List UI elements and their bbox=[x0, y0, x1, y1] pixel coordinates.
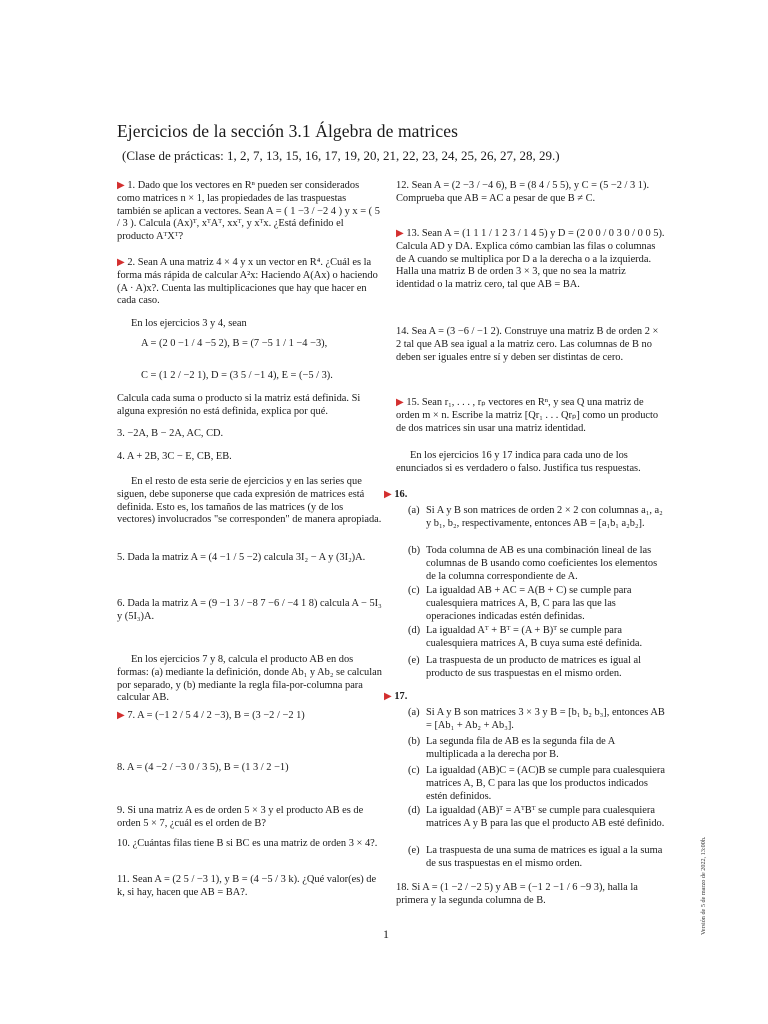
marker-icon: ▶ bbox=[396, 397, 404, 408]
exercise-10: 10. ¿Cuántas filas tiene B si BC es una matriz de orden 3 × 4?. bbox=[117, 838, 378, 849]
exercise-15-text: 15. Sean r₁, . . . , rₚ vectores en Rⁿ, y sea Q una matriz de orden m × n. Escribe la matriz [Qr₁ . . . Qrₚ] como un producto de dos matrices sin usar una matriz identidad. bbox=[396, 397, 659, 434]
item-text: La igualdad (AB)C = (AC)B se cumple para cualesquiera matrices A, B, C para las que los productos indicados estén definidos. bbox=[426, 765, 665, 802]
exercise-16-head bbox=[384, 489, 666, 502]
marker-icon: ▶ bbox=[117, 710, 125, 721]
item-text: La igualdad (AB)ᵀ = AᵀBᵀ se cumple para cualesquiera matrices A y B para las que el producto AB esté definido. bbox=[426, 805, 665, 829]
exercise-3: 3. −2A, B − 2A, AC, CD. bbox=[117, 428, 224, 439]
exercise-14: 14. Sea A = (3 −6 / −1 2). Construye una matriz B de orden 2 × 2 tal que AB sea igual a la matriz cero. Las columnas de B no deben ser iguales entre sí y deben ser distintas de cero. bbox=[396, 326, 659, 363]
exercise-17c bbox=[408, 765, 666, 803]
item-text: Toda columna de AB es una combinación lineal de las columnas de B usando como coeficientes los elementos de la columna correspondiente de A. bbox=[426, 545, 658, 582]
item-label: (a) bbox=[408, 707, 420, 718]
exercise-2-text: 2. Sean A una matriz 4 × 4 y x un vector en R⁴. ¿Cuál es la forma más rápida de calcular A²x: Haciendo A(Ax) o haciendo (A · A)x?. Cuenta las multiplicaciones que hay que hacer en cada caso. bbox=[117, 257, 378, 307]
intro-16-17: En los ejercicios 16 y 17 indica para cada uno de los enunciados si es verdadero o falso. Justifica tus respuestas. bbox=[396, 450, 641, 474]
exercise-16e bbox=[408, 655, 666, 681]
exercise-5: 5. Dada la matriz A = (4 −1 / 5 −2) calcula 3I₂ − A y (3I₂)A. bbox=[117, 552, 366, 563]
marker-icon: ▶ bbox=[384, 489, 392, 500]
item-text: Si A y B son matrices 3 × 3 y B = [b₁ b₂ b₃], entonces AB = [Ab₁ + Ab₂ + Ab₃]. bbox=[426, 707, 665, 731]
exercise-1 bbox=[117, 180, 382, 244]
exercise-2 bbox=[117, 257, 382, 308]
page-number: 1 bbox=[383, 927, 389, 941]
exercise-17e bbox=[408, 845, 666, 871]
exercise-7 bbox=[117, 710, 382, 723]
marker-icon: ▶ bbox=[384, 691, 392, 702]
exercise-16d bbox=[408, 625, 666, 651]
matrices-c-d-e: C = (1 2 / −2 1), D = (3 5 / −1 4), E = (−5 / 3). bbox=[141, 370, 333, 381]
exercise-13-text: 13. Sean A = (1 1 1 / 1 2 3 / 1 4 5) y D = (2 0 0 / 0 3 0 / 0 0 5). Calcula AD y DA. Explica cómo cambian las filas o columnas de A cuando se multiplica por D a la derecha o a la izquierda. Halla una matriz B de orden 3 × 3, que no sea la matriz identidad o la matriz cero, tal que AB = BA. bbox=[396, 228, 665, 291]
exercise-4: 4. A + 2B, 3C − E, CB, EB. bbox=[117, 451, 232, 462]
marker-icon: ▶ bbox=[117, 180, 125, 191]
exercise-11: 11. Sean A = (2 5 / −3 1), y B = (4 −5 / 3 k). ¿Qué valor(es) de k, si hay, hacen que AB = BA?. bbox=[117, 874, 377, 898]
matrices-a-b: A = (2 0 −1 / 4 −5 2), B = (7 −5 1 / 1 −4 −3), bbox=[141, 338, 328, 349]
version-note: Versión de 5 de marzo de 2022, 13:00h. bbox=[700, 836, 707, 935]
item-label: (e) bbox=[408, 845, 420, 856]
item-label: (a) bbox=[408, 505, 420, 516]
marker-icon: ▶ bbox=[396, 228, 404, 239]
exercise-1-text: 1. Dado que los vectores en Rⁿ pueden ser considerados como matrices n × 1, las propiedades de las traspuestas también se aplican a vectores. Sean A = ( 1 −3 / −2 4 ) y x = ( 5 / 3 ). Calcula (Ax)ᵀ, xᵀAᵀ, xxᵀ, y xᵀx. ¿Está definido el producto AᵀXᵀ? bbox=[117, 180, 380, 243]
exercise-16-number: 16. bbox=[394, 489, 408, 500]
exercise-16b bbox=[408, 545, 666, 583]
calc-instruction: Calcula cada suma o producto si la matriz está definida. Si alguna expresión no está definida, explica por qué. bbox=[117, 393, 361, 417]
exercise-17b bbox=[408, 736, 666, 762]
exercise-8: 8. A = (4 −2 / −3 0 / 3 5), B = (1 3 / 2 −1) bbox=[117, 762, 289, 773]
exercise-18: 18. Si A = (1 −2 / −2 5) y AB = (−1 2 −1 / 6 −9 3), halla la primera y la segunda columna de B. bbox=[396, 882, 638, 906]
item-text: Si A y B son matrices de orden 2 × 2 con columnas a₁, a₂ y b₁, b₂, respectivamente, entonces AB = [a₁b₁ a₂b₂]. bbox=[426, 505, 663, 529]
item-label: (c) bbox=[408, 765, 420, 776]
item-text: La traspuesta de un producto de matrices es igual al producto de sus traspuestas en el mismo orden. bbox=[426, 655, 641, 679]
item-text: La segunda fila de AB es la segunda fila de A multiplicada a la derecha por B. bbox=[426, 736, 615, 760]
exercise-12: 12. Sean A = (2 −3 / −4 6), B = (8 4 / 5 5), y C = (5 −2 / 3 1). Comprueba que AB = AC a pesar de que B ≠ C. bbox=[396, 180, 650, 204]
item-text: La traspuesta de una suma de matrices es igual a la suma de sus traspuestas en el mismo orden. bbox=[426, 845, 663, 869]
item-text: La igualdad AB + AC = A(B + C) se cumple para cualesquiera matrices A, B, C para las que las operaciones indicadas estén definidas. bbox=[426, 585, 632, 622]
exercise-17-head bbox=[384, 691, 666, 704]
page-title: Ejercicios de la sección 3.1 Álgebra de matrices bbox=[117, 121, 459, 141]
page-subtitle: (Clase de prácticas: 1, 2, 7, 13, 15, 16, 17, 19, 20, 21, 22, 23, 24, 25, 26, 27, 28, 29.) bbox=[122, 148, 560, 163]
item-label: (c) bbox=[408, 585, 420, 596]
exercise-6: 6. Dada la matriz A = (9 −1 3 / −8 7 −6 / −4 1 8) calcula A − 5I₃ y (5I₃)A. bbox=[117, 598, 382, 622]
intro-3-4: En los ejercicios 3 y 4, sean bbox=[131, 318, 247, 329]
exercise-15 bbox=[396, 397, 666, 435]
item-label: (b) bbox=[408, 736, 421, 747]
item-label: (d) bbox=[408, 805, 421, 816]
exercise-17a bbox=[408, 707, 666, 733]
item-label: (e) bbox=[408, 655, 420, 666]
exercise-17d bbox=[408, 805, 666, 831]
marker-icon: ▶ bbox=[117, 257, 125, 268]
intro-7-8: En los ejercicios 7 y 8, calcula el producto AB en dos formas: (a) mediante la definición, donde Ab₁ y Ab₂ se calculan por separado, y (b) mediante la regla fila-por-columna para calcular AB. bbox=[117, 654, 382, 704]
item-label: (d) bbox=[408, 625, 421, 636]
exercise-16c bbox=[408, 585, 666, 623]
exercise-17-number: 17. bbox=[394, 691, 408, 702]
exercise-16a bbox=[408, 505, 666, 531]
exercise-9: 9. Si una matriz A es de orden 5 × 3 y el producto AB es de orden 5 × 7, ¿cuál es el orden de B? bbox=[117, 805, 364, 829]
item-text: La igualdad Aᵀ + Bᵀ = (A + B)ᵀ se cumple para cualesquiera matrices A, B cuya suma esté definida. bbox=[426, 625, 643, 649]
exercise-7-text: 7. A = (−1 2 / 5 4 / 2 −3), B = (3 −2 / −2 1) bbox=[127, 710, 305, 721]
item-label: (b) bbox=[408, 545, 421, 556]
rest-note: En el resto de esta serie de ejercicios y en las series que siguen, debe suponerse que cada expresión de matrices está definida. Esto es, los tamaños de las matrices (y de los vectores) involucrados "se corresponden" de manera apropiada. bbox=[117, 476, 382, 526]
exercise-13 bbox=[396, 228, 666, 292]
